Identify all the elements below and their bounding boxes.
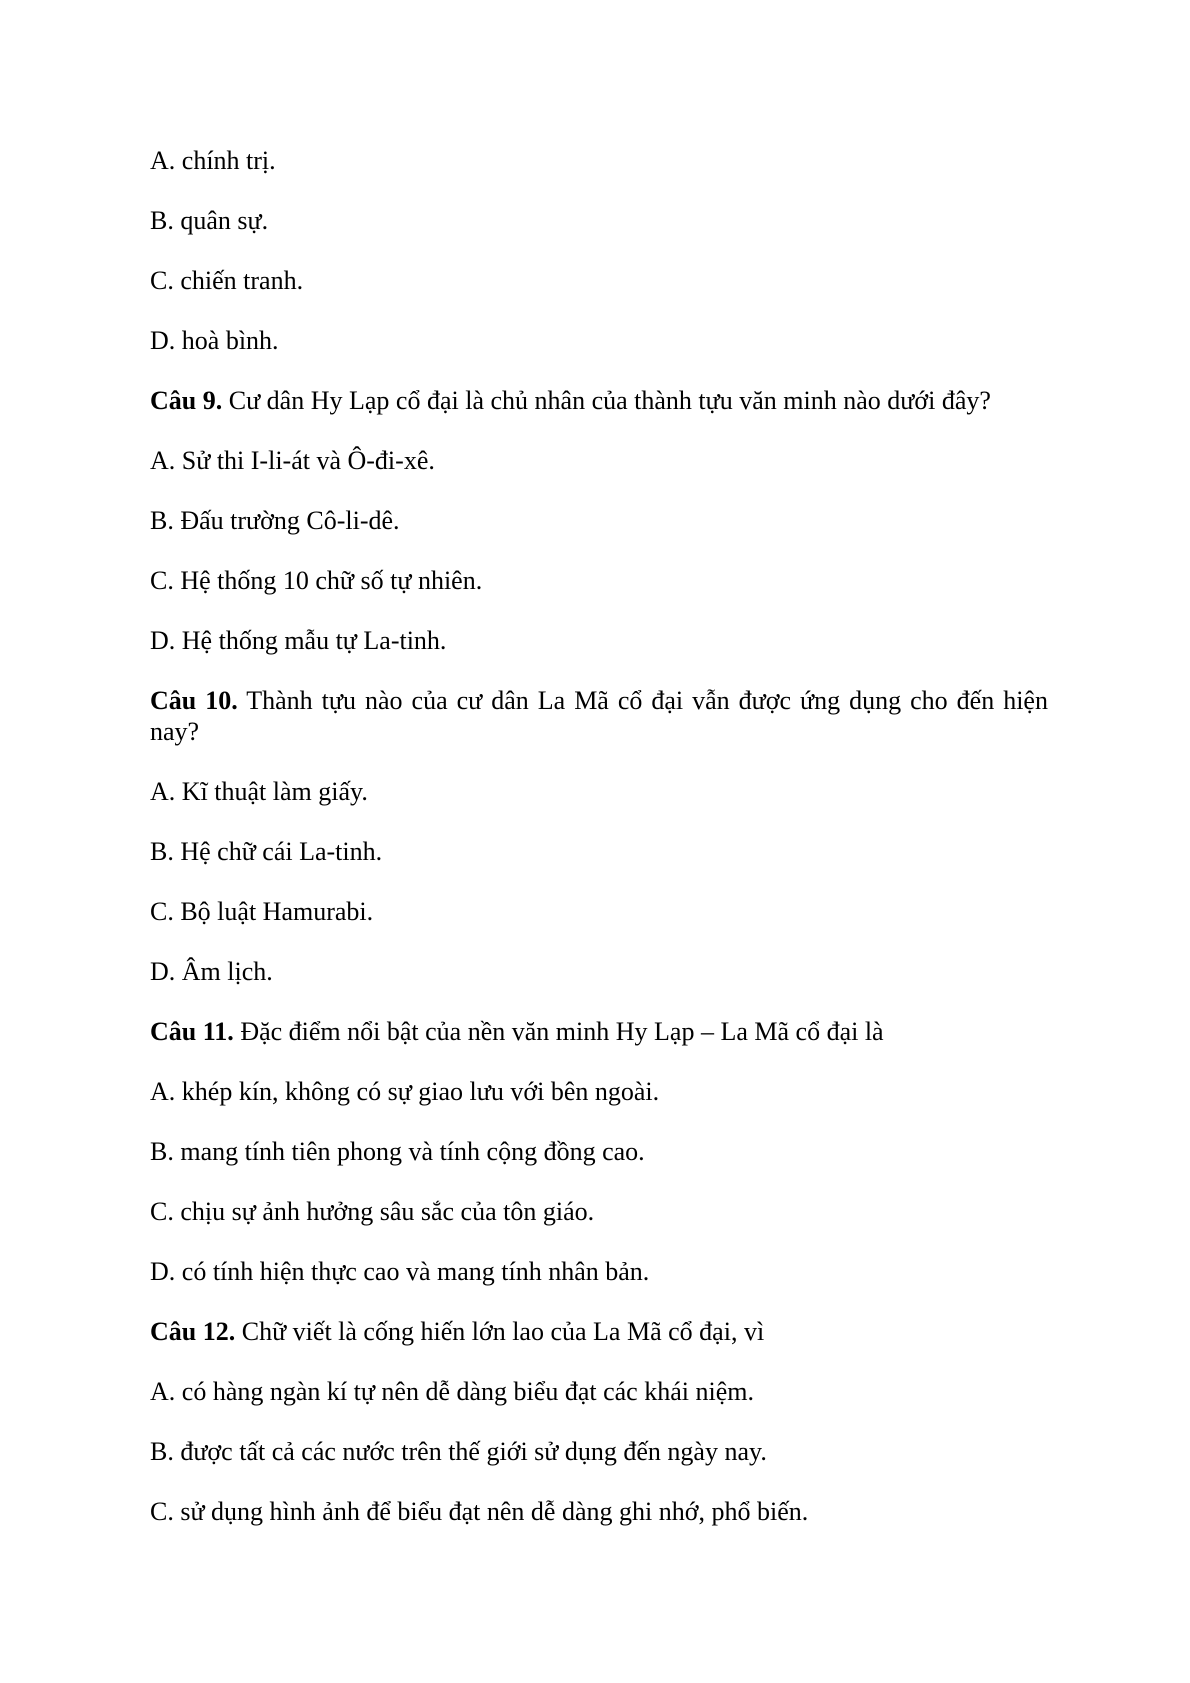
option-a: A. khép kín, không có sự giao lưu với bên ngoài. (150, 1077, 660, 1106)
question-number: Câu 12. (150, 1317, 236, 1346)
option-b: B. Đấu trường Cô-li-dê. (150, 506, 400, 535)
option-b: B. quân sự. (150, 206, 269, 235)
option-b: B. được tất cả các nước trên thế giới sử dụng đến ngày nay. (150, 1437, 767, 1466)
question-12 (150, 1316, 1048, 1347)
question-number: Câu 9. (150, 386, 223, 415)
option-a: A. Kĩ thuật làm giấy. (150, 777, 368, 806)
option-d: D. có tính hiện thực cao và mang tính nhân bản. (150, 1257, 650, 1286)
question-text: Thành tựu nào của cư dân La Mã cổ đại vẫn được ứng dụng cho đến hiện nay? (150, 686, 1048, 746)
question-10 (150, 685, 1048, 747)
question-text: Đặc điểm nổi bật của nền văn minh Hy Lạp – La Mã cổ đại là (233, 1017, 884, 1046)
option-d: D. hoà bình. (150, 326, 279, 355)
question-11 (150, 1016, 1048, 1047)
option-d: D. Hệ thống mẫu tự La-tinh. (150, 626, 447, 655)
option-c: C. Bộ luật Hamurabi. (150, 897, 374, 926)
question-number: Câu 11. (150, 1017, 234, 1046)
option-c: C. Hệ thống 10 chữ số tự nhiên. (150, 566, 483, 595)
question-text: Chữ viết là cống hiến lớn lao của La Mã cổ đại, vì (235, 1317, 765, 1346)
option-c: C. sử dụng hình ảnh để biểu đạt nên dễ dàng ghi nhớ, phổ biến. (150, 1497, 809, 1526)
question-text: Cư dân Hy Lạp cổ đại là chủ nhân của thành tựu văn minh nào dưới đây? (222, 386, 991, 415)
option-d: D. Âm lịch. (150, 957, 273, 986)
option-c: C. chịu sự ảnh hưởng sâu sắc của tôn giáo. (150, 1197, 595, 1226)
option-a: A. Sử thi I-li-át và Ô-đi-xê. (150, 446, 435, 475)
option-b: B. mang tính tiên phong và tính cộng đồng cao. (150, 1137, 645, 1166)
question-9 (150, 385, 1048, 416)
document-page (150, 145, 1048, 1527)
option-a: A. chính trị. (150, 146, 276, 175)
option-b: B. Hệ chữ cái La-tinh. (150, 837, 383, 866)
question-number: Câu 10. (150, 686, 238, 715)
option-c: C. chiến tranh. (150, 266, 304, 295)
option-a: A. có hàng ngàn kí tự nên dễ dàng biểu đạt các khái niệm. (150, 1377, 754, 1406)
